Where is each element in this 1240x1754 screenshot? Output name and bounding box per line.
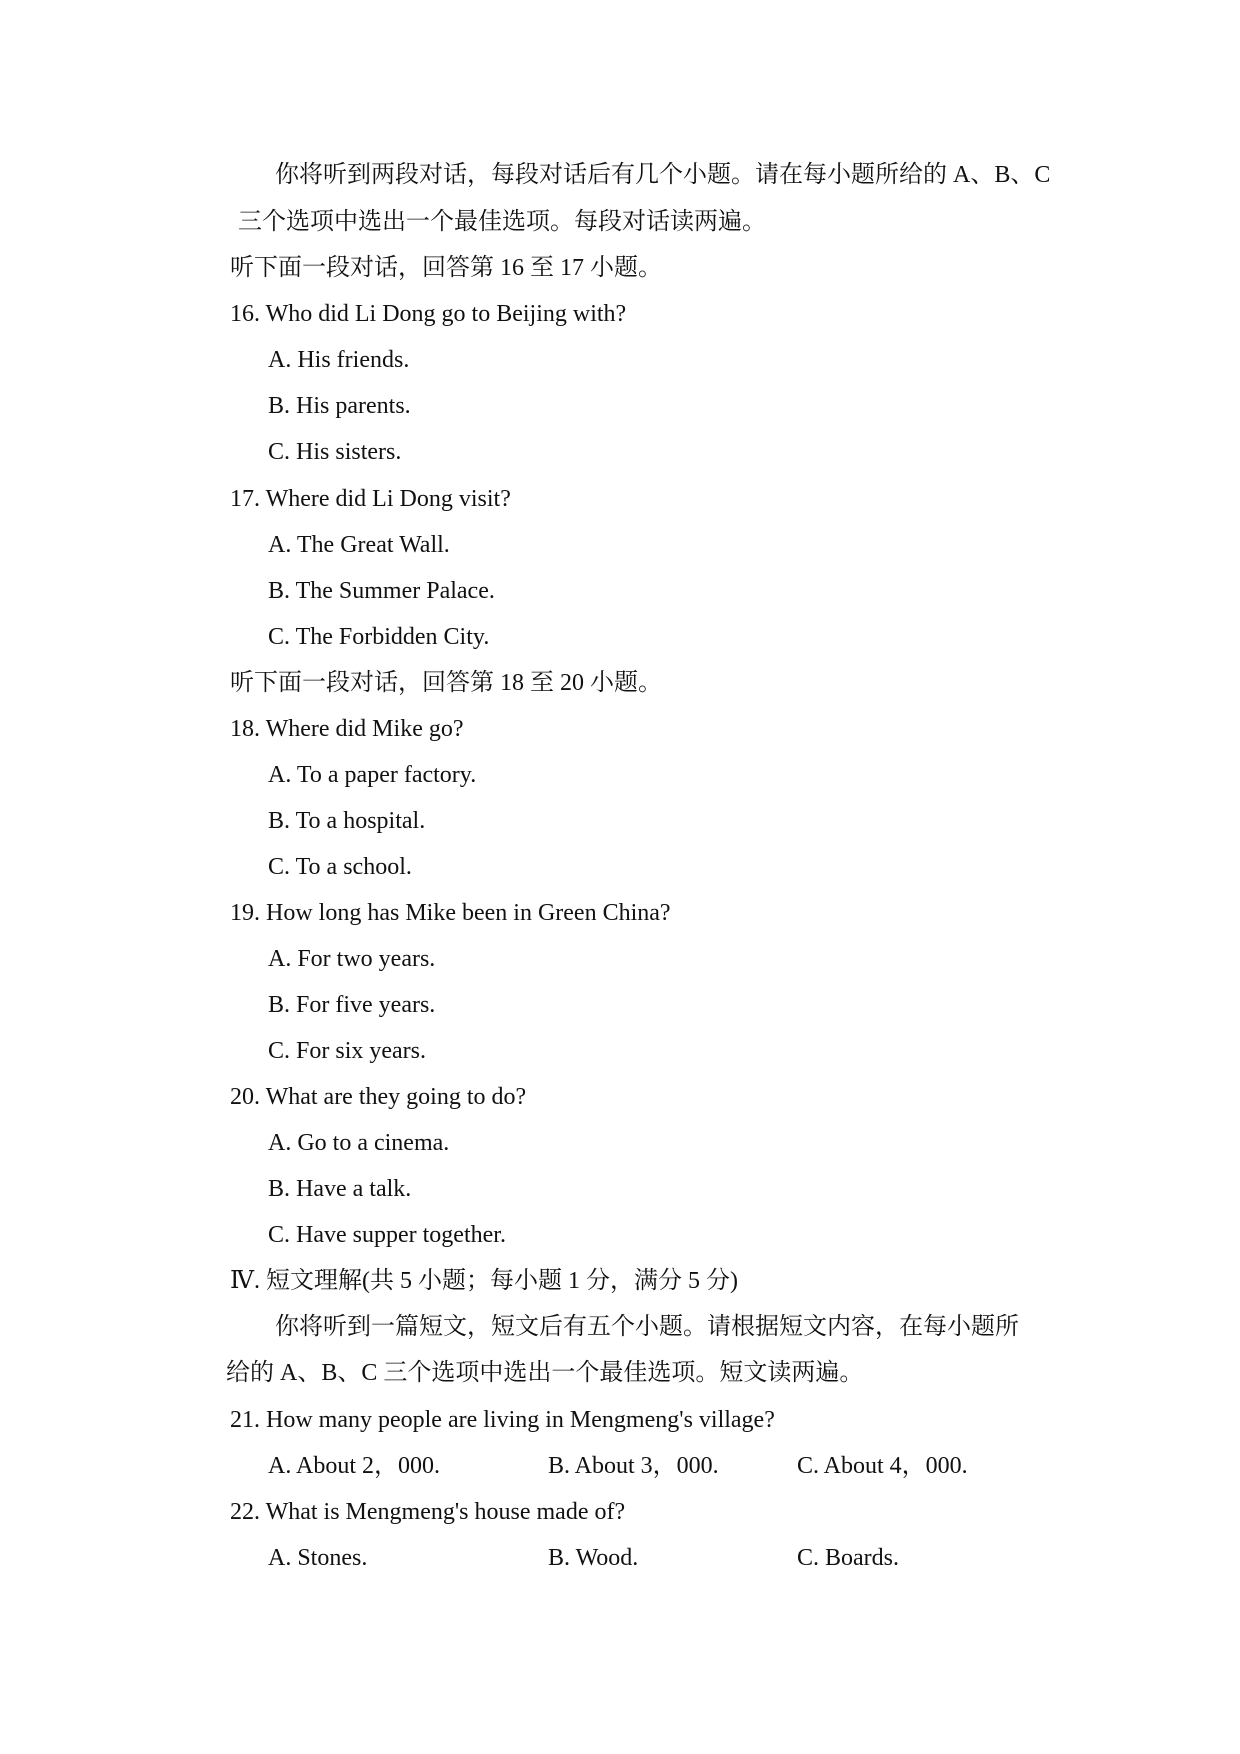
- question-18: 18. Where did Mike go?: [230, 716, 464, 742]
- option-18c: C. To a school.: [268, 854, 412, 880]
- question-20: 20. What are they going to do?: [230, 1084, 527, 1110]
- option-20c: C. Have supper together.: [268, 1222, 506, 1248]
- option-17a: A. The Great Wall.: [268, 532, 450, 558]
- part-4-instruction-1: 你将听到一篇短文，短文后有五个小题。请根据短文内容，在每小题所: [275, 1314, 1019, 1340]
- option-18b: B. To a hospital.: [268, 808, 426, 834]
- option-22a: A. Stones.: [268, 1545, 368, 1571]
- option-18a: A. To a paper factory.: [268, 762, 477, 788]
- option-19b: B. For five years.: [268, 992, 436, 1018]
- option-21a: A. About 2，000.: [268, 1453, 441, 1479]
- option-19a: A. For two years.: [268, 946, 436, 972]
- option-16b: B. His parents.: [268, 393, 411, 419]
- option-19c: C. For six years.: [268, 1038, 426, 1064]
- question-21: 21. How many people are living in Mengmeng's village?: [230, 1407, 775, 1433]
- option-16a: A. His friends.: [268, 347, 410, 373]
- part-4-instruction-2: 给的 A、B、C 三个选项中选出一个最佳选项。短文读两遍。: [226, 1360, 864, 1386]
- option-17c: C. The Forbidden City.: [268, 624, 490, 650]
- option-17b: B. The Summer Palace.: [268, 578, 495, 604]
- option-22b: B. Wood.: [548, 1545, 639, 1571]
- question-22: 22. What is Mengmeng's house made of?: [230, 1499, 626, 1525]
- part-4-heading: Ⅳ. 短文理解(共 5 小题；每小题 1 分，满分 5 分): [230, 1268, 738, 1294]
- option-21c: C. About 4，000.: [797, 1453, 968, 1479]
- option-20a: A. Go to a cinema.: [268, 1130, 450, 1156]
- option-20b: B. Have a talk.: [268, 1176, 412, 1202]
- section-note-18-20: 听下面一段对话，回答第 18 至 20 小题。: [230, 670, 662, 696]
- intro-line-2: 三个选项中选出一个最佳选项。每段对话读两遍。: [238, 209, 766, 235]
- option-21b: B. About 3，000.: [548, 1453, 719, 1479]
- option-16c: C. His sisters.: [268, 439, 402, 465]
- question-19: 19. How long has Mike been in Green China?: [230, 900, 671, 926]
- question-16: 16. Who did Li Dong go to Beijing with?: [230, 301, 627, 327]
- intro-line-1: 你将听到两段对话，每段对话后有几个小题。请在每小题所给的 A、B、C: [275, 162, 1051, 188]
- option-22c: C. Boards.: [797, 1545, 899, 1571]
- section-note-16-17: 听下面一段对话，回答第 16 至 17 小题。: [230, 255, 662, 281]
- question-17: 17. Where did Li Dong visit?: [230, 486, 511, 512]
